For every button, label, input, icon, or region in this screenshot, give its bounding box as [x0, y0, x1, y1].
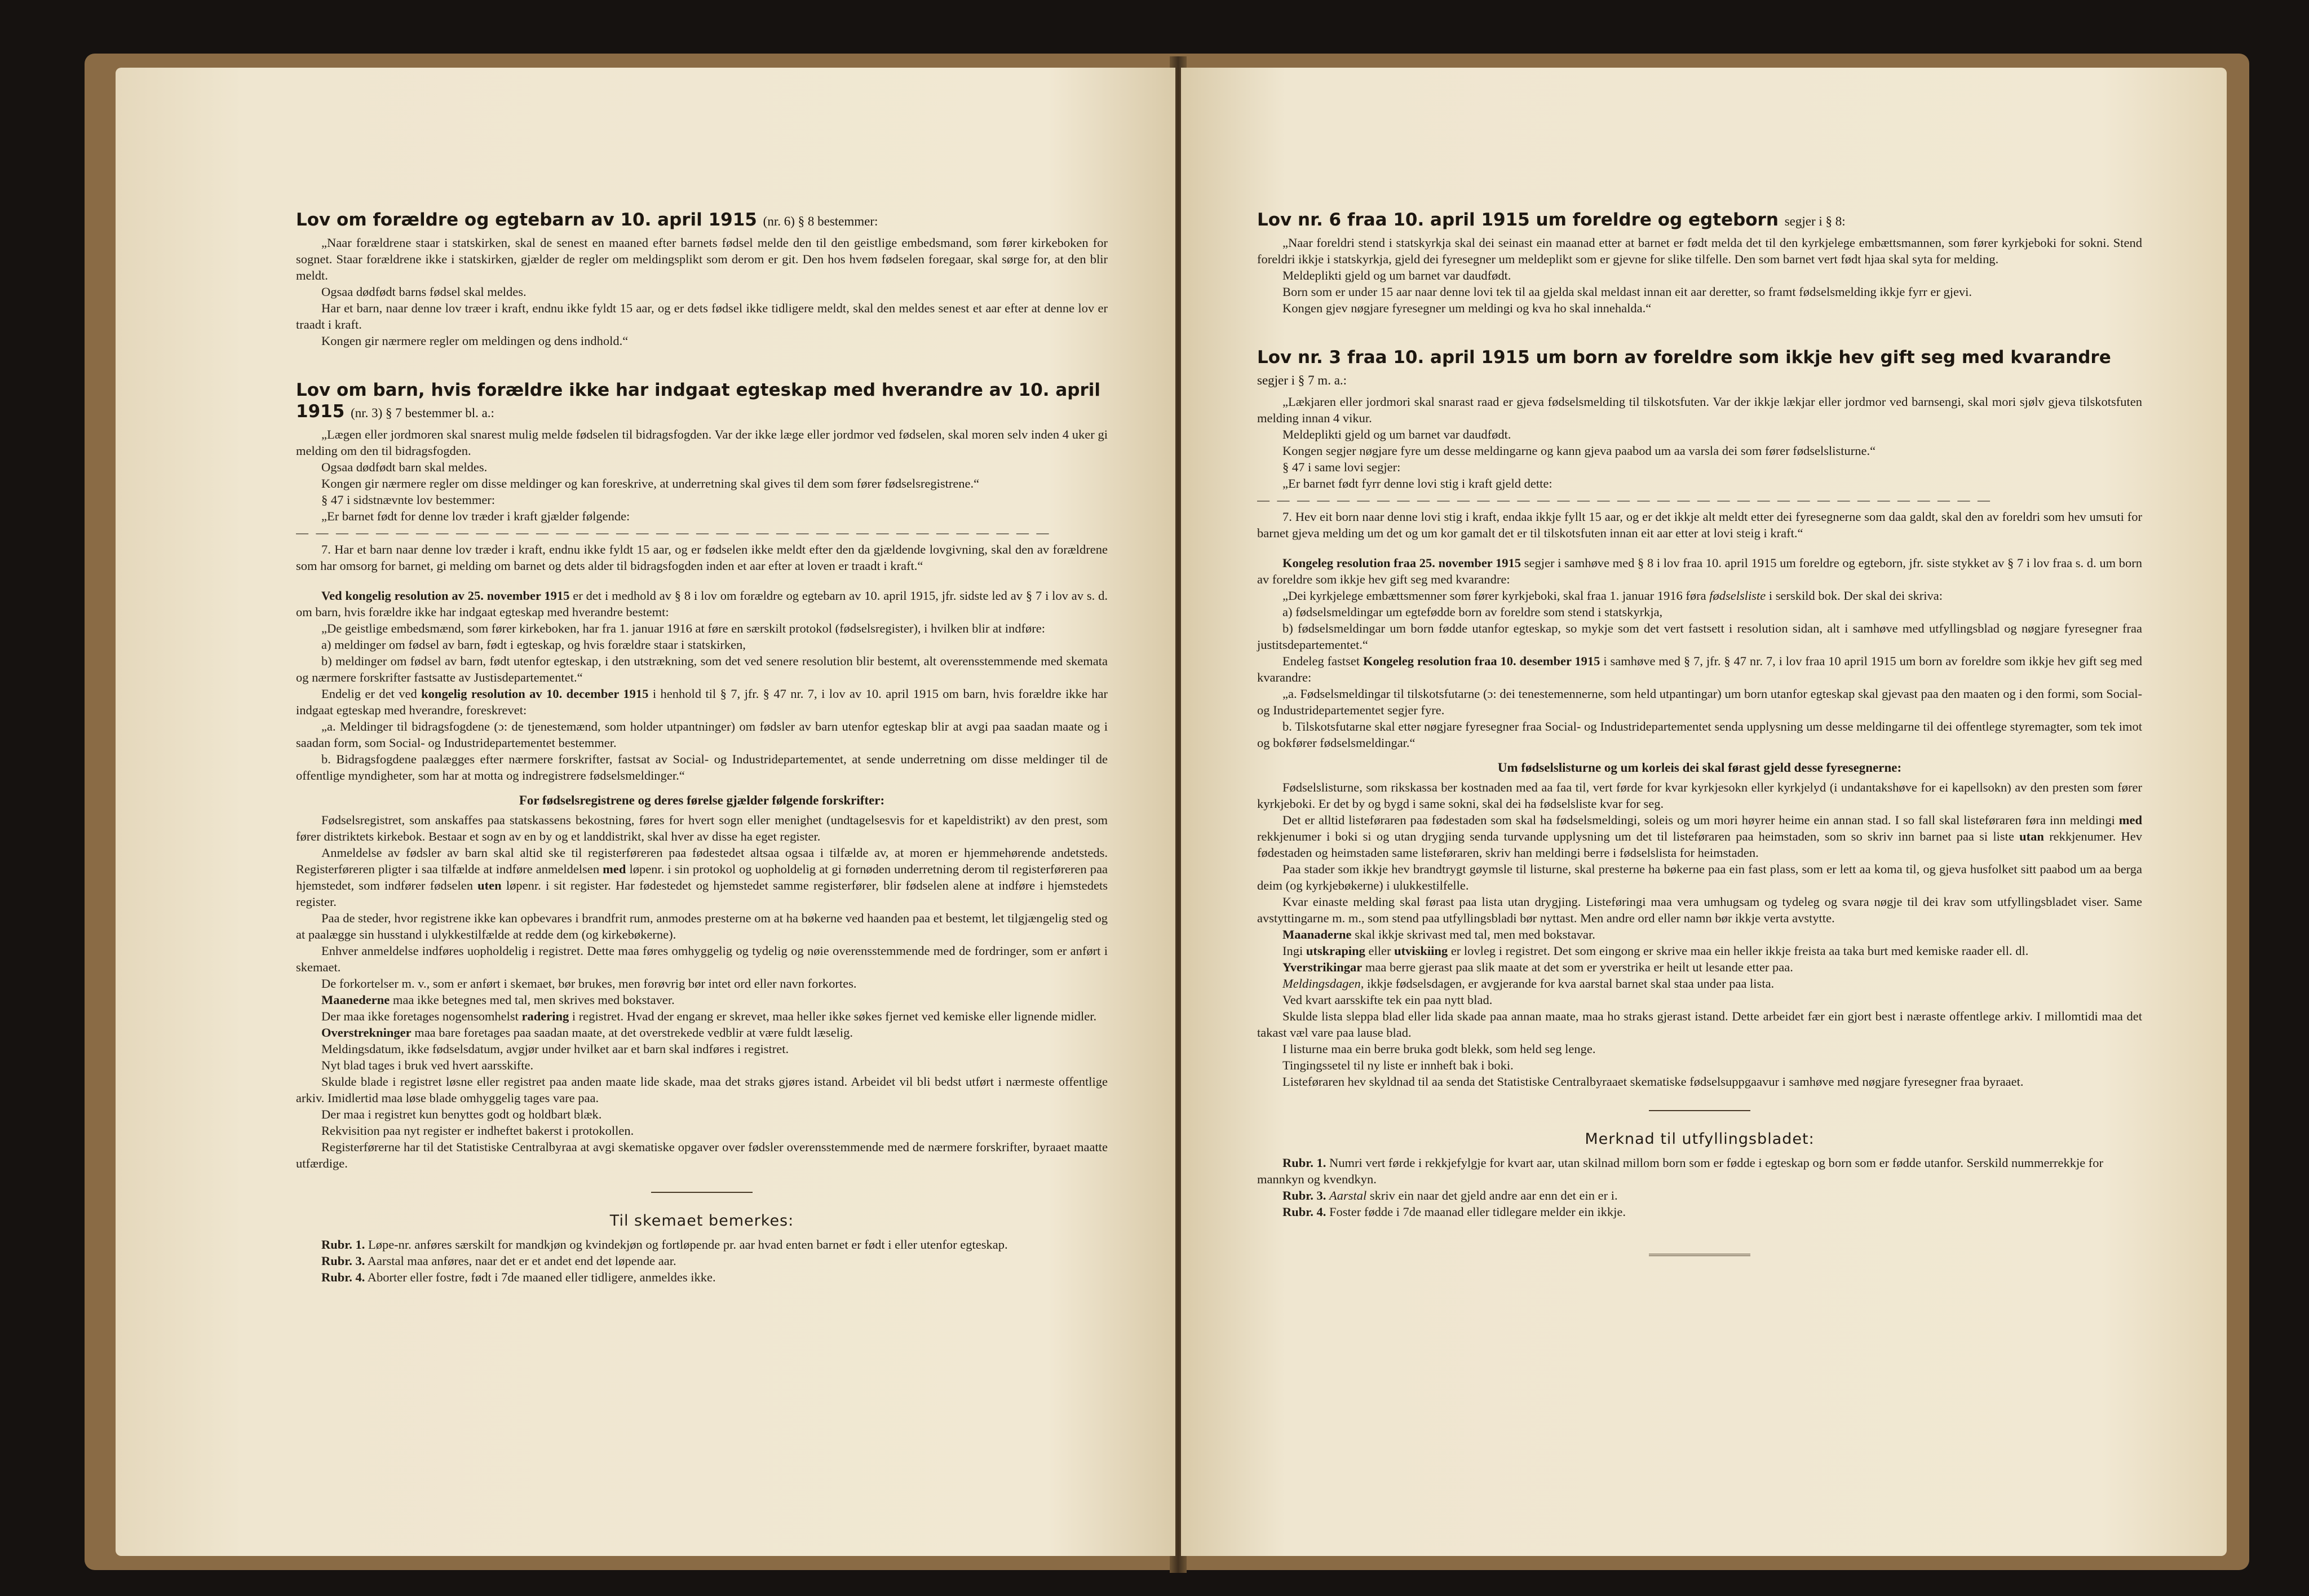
left-heading-1: Lov om forældre og egtebarn av 10. april 1915 (nr. 6) § 8 bestemmer:	[296, 210, 878, 230]
right-s4-p1: Fødselslisturne, som rikskassa ber kostnaden med aa faa til, vert førde for kvar kyrkjesokn eller kyrkjelyd (i undantakshøve for ei kapellsokn) av den presten som fører kyrkjeboki. Er det by og bygd i same sokni, skal dei ha fødselsliste kvar for seg.	[1257, 780, 2142, 811]
right-s3-res2: Endeleg fastset Kongeleg resolution fraa 10. desember 1915 i samhøve med § 7, jfr. § 47 nr. 7, i lov fraa 10 april 1915 um born av foreldre som ikkje hev gift seg med kvarandre:	[1257, 654, 2142, 684]
right-s3-res1: Kongeleg resolution fraa 25. november 1915 segjer i samhøve med § 8 i lov fraa 10. april 1915 um foreldre og egteborn, jfr. siste stykket av § 7 i lov fraa s. d. um born av foreldre som ikkje hev gift seg med kvarandre:	[1257, 556, 2143, 586]
left-s4-p11: Skulde blade i registret løsne eller registret paa anden maate lide skade, maa det straks gjøres istand. Arbeidet vil bli bedst utført i nærmeste offentlige arkiv. Imidlertid maa løse blade omhyggelig tages vare paa.	[296, 1075, 1108, 1105]
right-column	[1257, 209, 2142, 1256]
right-s2-p7: 7. Hev eit born naar denne lovi stig i kraft, endaa ikkje fyllt 15 aar, og er det ikkje alt meldt etter dei fyresegnerne som daa galdt, skal den av foreldri som hev umsuti for barnet gjeva melding um det og um kor gamalt det er til tilskotsfuten innan eit aar etter at lovi steig i kraft.“	[1257, 510, 2142, 540]
right-s3-res1-b: b) fødselsmeldingar um born fødde utanfor egteskap, so mykje som det vert fastsett i resolution sidan, alt i samhøve med utfyllingsblad og nøgjare fyresegner fraa justitsdepartementet.“	[1257, 621, 2142, 652]
right-s4-p12: Tingingssetel til ny liste er innheft bak i boki.	[1282, 1058, 1514, 1072]
left-s4-p2: Anmeldelse av fødsler av barn skal altid ske til registerføreren paa fødestedet altsaa ogsaa i tilfælde av, at moren er hjemmehørende andetsteds. Registerføreren pligter i saa tilfælde at indføre anmeldelsen med løpenr. i sin protokol og uopholdelig at gi fornøden underretning derom til registerføreren paa hjemstedet, som indfører fødselen uten løpenr. i sit register. Har fødestedet og hjemstedet samme registerfører, blir fødselen alene at indføre i hjemstedets register.	[296, 846, 1108, 909]
right-heading-5: Merknad til utfyllingsbladet:	[1585, 1130, 1815, 1148]
left-s1-p1: „Naar forældrene staar i statskirken, skal de senest en maaned efter barnets fødsel melde den til den geistlige embedsmand, som fører kirkeboken for sognet. Staar forældrene ikke i statskirken, gjælder de regler om meldingsplikt som derom er git. Den hos hvem fødselen foregaar, skal sørge for, at den blir meldt.	[296, 236, 1108, 282]
left-s2-p2: Ogsaa dødfødt barn skal meldes.	[321, 460, 488, 474]
left-s2-p3: Kongen gir nærmere regler om disse meldinger og kan foreskrive, at underretning skal gives til dem som fører fødselsregistrene.“	[321, 476, 980, 490]
right-s2-p5: „Er barnet født fyrr denne lovi stig i kraft gjeld dette:	[1282, 476, 1552, 490]
right-rubr-3: Rubr. 3. Aarstal skriv ein naar det gjeld andre aar enn det ein er i.	[1282, 1188, 1618, 1202]
right-s3-res2-b: b. Tilskotsfutarne skal etter nøgjare fyresegner fraa Social- og Industridepartementet senda upplysning um desse meldingarne til dei offentlege styremagter, som tek imot og bokfører fødselsmeldingar.“	[1257, 719, 2142, 750]
left-rubr-3: Rubr. 3. Aarstal maa anføres, naar det er et andet end det løpende aar.	[321, 1254, 676, 1268]
right-s4-p3: Paa stader som ikkje hev brandtrygt gøymsle til listurne, skal presterne ha bøkerne paa ein fast plass, som er lett aa koma til, og gjeva husfolket sitt paabod um aa berga deim (og kyrkjebøkerne) i ulukkestilfelle.	[1257, 862, 2142, 892]
right-s3-res1-a: a) fødselsmeldingar um egtefødde born av foreldre som stend i statskyrkja,	[1282, 605, 1663, 619]
right-heading-1: Lov nr. 6 fraa 10. april 1915 um foreldre og egteborn segjer i § 8:	[1257, 210, 1846, 230]
left-s3-res2: Endelig er det ved kongelig resolution av 10. december 1915 i henhold til § 7, jfr. § 47 nr. 7, i lov av 10. april 1915 om barn, hvis forældre ikke har indgaat egteskap med hverandre, foreskrevet:	[296, 687, 1108, 717]
left-s3-res1-a: a) meldinger om fødsel av barn, født i egteskap, og hvis forældre staar i statskirken,	[321, 638, 746, 652]
left-s4-p12: Der maa i registret kun benyttes godt og holdbart blæk.	[321, 1107, 602, 1121]
left-s4-p7: Der maa ikke foretages nogensomhelst radering i registret. Hvad der engang er skrevet, maa heller ikke søkes fjernet ved kemiske eller lignende midler.	[321, 1009, 1097, 1023]
right-s3-res2-a: „a. Fødselsmeldingar til tilskotsfutarne (ɔ: dei tenestemennerne, som held utpantingar) um born utanfor egteskap skal gjevast paa den maaten og i den formi, som Social- og Industridepartementet segjer fyre.	[1257, 687, 2142, 717]
left-rubr-4: Rubr. 4. Aborter eller fostre, født i 7de maaned eller tidligere, anmeldes ikke.	[321, 1270, 716, 1284]
left-s3-res2-a: „a. Meldinger til bidragsfogdene (ɔ: de tjenestemænd, som holder utpantninger) om fødsler av barn utenfor egteskap blir at avgi paa saadan maate og i saadan form, som Social- og Industridepartementet bestemmer.	[296, 719, 1108, 750]
left-rubr-1: Rubr. 1. Løpe-nr. anføres særskilt for mandkjøn og kvindekjøn og fortløpende pr. aar hvad enten barnet er født i eller utenfor egteskap.	[321, 1237, 1008, 1252]
left-s1-p4: Kongen gir nærmere regler om meldingen og dens indhold.“	[321, 334, 629, 348]
left-divider	[651, 1192, 753, 1193]
left-s4-p13: Rekvisition paa nyt register er indheftet bakerst i protokollen.	[321, 1124, 634, 1138]
left-s4-p1: Fødselsregistret, som anskaffes paa statskassens bekostning, føres for hvert sogn eller menighet (undtagelsesvis for et kapeldistrikt) av den prest, som fører distriktets kirkebok. Bestaar et sogn av en by og et landdistrikt, skal hver av disse ha eget register.	[296, 813, 1108, 843]
left-s3-res1-b: b) meldinger om fødsel av barn, født utenfor egteskap, i den utstrækning, som det ved senere resolution blir bestemt, alt overensstemmende med skemata og nærmere forskrifter fastsatte av Justisdepartementet.“	[296, 654, 1108, 684]
right-divider	[1649, 1110, 1750, 1111]
right-s2-p3: Kongen segjer nøgjare fyre um desse meldingarne og kann gjeva paabod um aa varsla dei som fører fødselslisturne.“	[1282, 444, 1876, 458]
right-s4-p6: Ingi utskraping eller utviskiing er lovleg i registret. Det som eingong er skrive maa ein heller ikkje freista aa taka burt med kemiske raader ell. dl.	[1282, 944, 2029, 958]
right-s4-p7: Yverstrikingar maa berre gjerast paa slik maate at det som er yverstrika er heilt ut lesande etter paa.	[1282, 960, 1793, 974]
left-s2-p1: „Lægen eller jordmoren skal snarest mulig melde fødselen til bidragsfogden. Var der ikke læge eller jordmor ved fødselen, skal moren selv inden 4 uker gi melding om den til bidragsfogden.	[296, 427, 1108, 458]
right-s4-p10: Skulde lista sleppa blad eller lida skade paa annan maate, maa ho straks gjerast istand. Dette arbeidet fær ein gjort best i næraste offentlege arkiv. I millomtidi maa det takast væl vare paa lause blad.	[1257, 1009, 2142, 1040]
left-dash-line: — — — — — — — — — — — — — — — — — — — — — — — — — — — — — — — — — — — — — —	[296, 525, 1051, 540]
left-s4-p9: Meldingsdatum, ikke fødselsdatum, avgjør under hvilket aar et barn skal indføres i registret.	[321, 1042, 789, 1056]
right-s4-p13: Listeføraren hev skyldnad til aa senda det Statistiske Centralbyraaet skematiske fødselsuppgaavur i samhøve med nøgjare fyresegner fraa byraaet.	[1282, 1075, 2024, 1089]
right-heading-4: Um fødselslisturne og um korleis dei skal førast gjeld desse fyresegnerne:	[1497, 761, 1902, 775]
left-heading-5: Til skemaet bemerkes:	[609, 1212, 794, 1230]
right-s2-p2: Meldeplikti gjeld og um barnet var daudfødt.	[1282, 427, 1511, 441]
left-s1-p3: Har et barn, naar denne lov træer i kraft, endnu ikke fyldt 15 aar, og er dets fødsel ikke tidligere meldt, skal den meldes senest et aar efter at denne lov er traadt i kraft.	[296, 301, 1108, 331]
right-heading-2: Lov nr. 3 fraa 10. april 1915 um born av foreldre som ikkje hev gift seg med kvarandre segjer i § 7 m. a.:	[1257, 347, 2111, 387]
right-end-divider	[1649, 1254, 1750, 1256]
left-s4-p3: Paa de steder, hvor registrene ikke kan opbevares i brandfrit rum, anmodes presterne om at ha bøkerne ved haanden paa et bestemt, let tilgjængelig sted og at paalægge sin husstand i ulykkestilfælde at redde dem (og kirkebøkerne).	[296, 911, 1108, 941]
left-heading-4: For fødselsregistrene og deres førelse gjælder følgende forskrifter:	[519, 793, 885, 807]
left-s3-res1-quote: „De geistlige embedsmænd, som fører kirkeboken, har fra 1. januar 1916 at føre en særskilt protokol (fødselsregister), i hvilken blir at indføre:	[321, 621, 1046, 635]
left-column	[296, 209, 1108, 1285]
right-s4-p5: Maanaderne skal ikkje skrivast med tal, men med bokstavar.	[1282, 927, 1595, 941]
left-s4-p8: Overstrekninger maa bare foretages paa saadan maate, at det overstrekede vedblir at være fuldt læselig.	[321, 1025, 853, 1040]
right-s3-res1-quote: „Dei kyrkjelege embættsmenner som fører kyrkjeboki, skal fraa 1. januar 1916 føra fødselsliste i serskild bok. Der skal dei skriva:	[1282, 589, 1943, 603]
left-s4-p10: Nyt blad tages i bruk ved hvert aarsskifte.	[321, 1058, 534, 1072]
right-s1-p2: Meldeplikti gjeld og um barnet var daudfødt.	[1282, 268, 1511, 282]
left-heading-2: Lov om barn, hvis forældre ikke har indgaat egteskap med hverandre av 10. april 1915 (nr. 3) § 7 bestemmer bl. a.:	[296, 380, 1101, 422]
right-s4-p2: Det er alltid listeføraren paa fødestaden som skal ha fødselsmeldingi, soleis og um mori høyrer heime ein annan stad. I so fall skal listeføraren føra inn meldingi med rekkjenumer i boki si og utan drygjing senda turvande upplysning um det til listeføraren paa heimstaden, som so skriv inn barnet paa si liste utan rekkjenumer. Hev fødestaden og heimstaden same listeføraren, skriv han meldingi berre i fødselslista for heimstaden.	[1257, 813, 2142, 860]
right-s4-p4: Kvar einaste melding skal førast paa lista utan drygjing. Listeføringi maa vera umhugsam og tydeleg og svara nøgje til dei krav som utfyllingsbladet viser. Same avstyttingarne m. m., som stend paa utfyllingsbladi bør nyttast. Men andre ord eller namn bør ikkje verta avstytte.	[1257, 895, 2142, 925]
right-s1-p1: „Naar foreldri stend i statskyrkja skal dei seinast ein maanad etter at barnet er født melda det til den kyrkjelege embættsmannen, som fører kyrkjeboki for sokni. Stend foreldri ikkje i statskyrkja, gjeld dei fyresegner um meldeplikt som er gjevne for slike tilfelle. Den som barnet vert født hjaa skal syta for melding.	[1257, 236, 2142, 266]
right-s1-p3: Born som er under 15 aar naar denne lovi tek til aa gjelda skal meldast innan eit aar deretter, so framt fødselsmelding ikkje fyrr er gjevi.	[1282, 285, 1972, 299]
right-s1-p4: Kongen gjev nøgjare fyresegner um meldingi og kva ho skal innehalda.“	[1282, 301, 1652, 315]
right-dash-line: — — — — — — — — — — — — — — — — — — — — — — — — — — — — — — — — — — — — —	[1257, 493, 1992, 507]
left-s4-p6: Maanederne maa ikke betegnes med tal, men skrives med bokstaver.	[321, 993, 675, 1007]
right-s2-p4: § 47 i same lovi segjer:	[1282, 460, 1401, 474]
left-s4-p5: De forkortelser m. v., som er anført i skemaet, bør brukes, men forøvrig bør intet ord eller navn forkortes.	[321, 976, 857, 991]
right-s4-p8: Meldingsdagen, ikkje fødselsdagen, er avgjerande for kva aarstal barnet skal staa under paa lista.	[1282, 976, 1775, 991]
right-s4-p9: Ved kvart aarsskifte tek ein paa nytt blad.	[1282, 993, 1493, 1007]
left-s2-p7: 7. Har et barn naar denne lov træder i kraft, endnu ikke fyldt 15 aar, og er fødselen ikke meldt efter den da gjældende lovgivning, skal den av forældrene som har omsorg for barnet, gi melding om barnet og dets alder til bidragsfogden inden et aar efter at loven er traadt i kraft.“	[296, 542, 1108, 573]
left-s2-p4: § 47 i sidstnævnte lov bestemmer:	[321, 493, 496, 507]
right-s4-p11: I listurne maa ein berre bruka godt blekk, som held seg lenge.	[1282, 1042, 1596, 1056]
left-s4-p14: Registerførerne har til det Statistiske Centralbyraa at avgi skematiske opgaver over fødsler overensstemmende med de nærmere forskrifter, byraaet maatte utfærdige.	[296, 1140, 1108, 1170]
right-rubr-1: Rubr. 1. Numri vert førde i rekkjefylgje for kvart aar, utan skilnad millom born som er fødde i egteskap og born som er fødde utanfor. Serskild nummerrekkje for mannkyn og kvendkyn.	[1257, 1156, 2104, 1186]
left-s1-p2: Ogsaa dødfødt barns fødsel skal meldes.	[321, 285, 527, 299]
left-s2-p5: „Er barnet født for denne lov træder i kraft gjælder følgende:	[321, 509, 630, 523]
left-s3-res2-b: b. Bidragsfogdene paalægges efter nærmere forskrifter, fastsat av Social- og Industridepartementet, at sende underretning om disse meldinger til de offentlige myndigheter, som har at motta og indregistrere fødselsmeldinger.“	[296, 752, 1108, 782]
left-s4-p4: Enhver anmeldelse indføres uopholdelig i registret. Dette maa føres omhyggelig og tydelig og nøie overensstemmende med de fordringer, som er anført i skemaet.	[296, 944, 1108, 974]
left-s3-res1: Ved kongelig resolution av 25. november 1915 er det i medhold av § 8 i lov om forældre og egtebarn av 10. april 1915, jfr. sidste led av § 7 i lov av s. d. om barn, hvis forældre ikke har indgaat egteskap med hverandre bestemt:	[296, 589, 1108, 619]
left-page	[116, 68, 1175, 1556]
right-s2-p1: „Lækjaren eller jordmori skal snarast raad er gjeva fødselsmelding til tilskotsfuten. Var der ikkje lækjar eller jordmor ved barnsengi, skal mori sjølv gjeva tilskotsfuten melding innan 4 vikur.	[1257, 395, 2142, 425]
right-page	[1181, 68, 2227, 1556]
right-rubr-4: Rubr. 4. Foster fødde i 7de maanad eller tidlegare melder ein ikkje.	[1282, 1205, 1626, 1219]
